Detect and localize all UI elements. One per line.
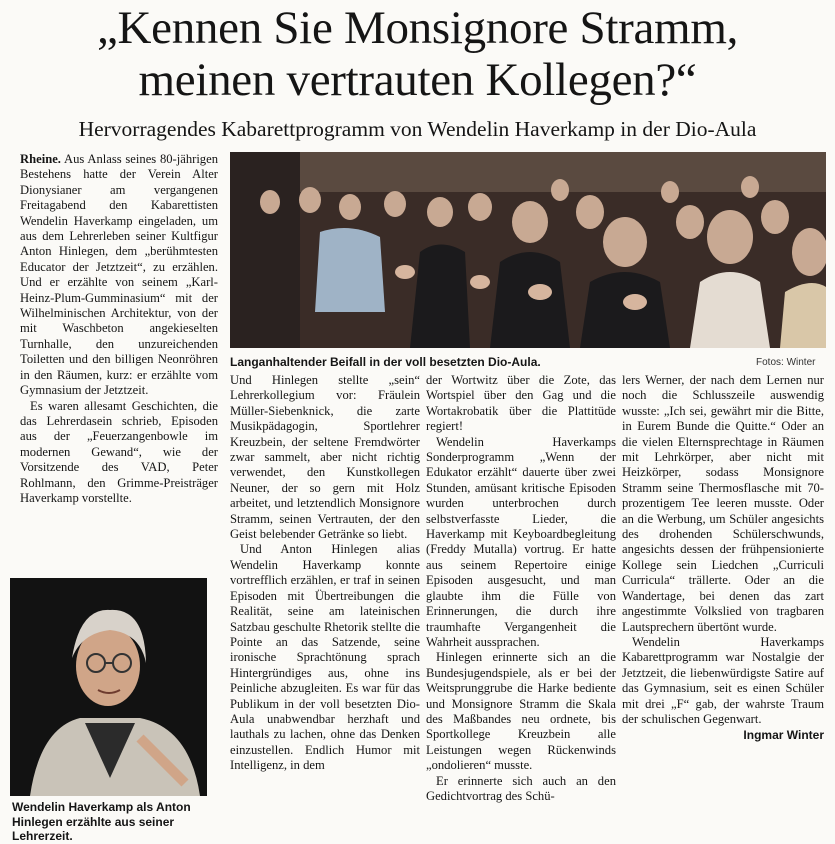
- article-column-1: [20, 152, 218, 582]
- article-paragraph: Hinlegen erinnerte sich an die Bundesjugendspiele, als er bei der Weitsprunggrube die Harke bediente und Monsignore Stramm die Skala des Maßbandes neu ordnete, bis Sportkollege Kreuzbein alle Leistungen wegen Rückenwinds „ondolieren“ musste.: [426, 650, 616, 773]
- article-paragraph: Rheine. Aus Anlass seines 80-jährigen Bestehens hatte der Verein Alter Dionysianer am vergangenen Freitagabend den Kabarettisten Wendelin Haverkamp eingeladen, um aus dem Lehrerleben seiner Kultfigur Anton Hinlegen, dem „berühmtesten Educator der Jetztzeit“, zu erzählen. Und er erzählte von seinem „Karl-Heinz-Plum-Gumminasium“ mit der Wilhelminischen Architektur, von der mit Waschbeton angekieselten Turnhalle, den unzureichenden Toiletten und den billigen Neonröhren in den Räumen, kurz: er erzählte vom Gymnasium der Jetztzeit.: [20, 152, 218, 398]
- speaker-photo-image: [10, 578, 207, 796]
- headline: [0, 2, 835, 106]
- audience-photo-image: [230, 152, 826, 348]
- article-paragraph: Und Anton Hinlegen alias Wendelin Haverkamp konnte vortrefflich erzählen, er traf in seinen Episoden mit Übertreibungen die Realität, seine am lateinischen Satzbau geschulte Rhetorik stellte die Pointe an das Satzende, seine ironische Sprachtönung sprach Hintergründiges aus, ohne ins Peinliche abzugleiten. Es war für das Publikum in der voll besetzten Dio-Aula unabwendbar herzhaft und lauthals zu lachen, ohne das Denken einzustellen. Endlich Humor mit Intelligenz, in dem: [230, 542, 420, 773]
- subheadline: Hervorragendes Kabarettprogramm von Wendelin Haverkamp in der Dio-Aula: [78, 117, 757, 141]
- article-column-3: [426, 373, 616, 828]
- article-paragraph: Wendelin Haverkamps Kabarettprogramm war Nostalgie der Jetztzeit, die liebenwürdigste Satire auf das Gymnasium, seit es einen Schüler mit drei „F“ gab, der wahrste Traum der schulischen Gegenwart.: [622, 634, 824, 726]
- photo-credit: Fotos: Winter: [756, 357, 816, 368]
- audience-photo: [230, 152, 826, 348]
- headline-line-2: meinen vertrauten Kollegen?“: [138, 54, 697, 106]
- article-paragraph: Er erinnerte sich auch an den Gedichtvortrag des Schü-: [426, 773, 616, 803]
- article-paragraph: Und Hinlegen stellte „sein“ Lehrerkollegium vor: Fräulein Müller-Siebenknick, die zarte Musikpädagogin, Sportlehrer Kreuzbein, der seltene Fremdwörter zwar sammelt, aber nicht richtig verwendet, den Kunstkollegen Neuner, der so gern mit Holz arbeitet, und letztendlich Monsignore Stramm, seinen Vertrauten, der den Geist belebender Getränke so liebt.: [230, 373, 420, 542]
- article-paragraph: Es waren allesamt Geschichten, die das Lehrerdasein schrieb, Episoden aus der „Feuerzangenbowle im modernen Gewand“, wie der Vorsitzende des VAD, Peter Rohlmann, den Grimme-Preisträger Haverkamp vorstellte.: [20, 398, 218, 505]
- audience-photo-caption: Langanhaltender Beifall in der voll besetzten Dio-Aula.: [230, 355, 541, 369]
- speaker-photo: [10, 578, 207, 796]
- article-column-4: [622, 373, 824, 828]
- author-byline: Ingmar Winter: [743, 728, 824, 743]
- headline-line-1: „Kennen Sie Monsignore Stramm,: [96, 2, 739, 54]
- article-paragraph: der Wortwitz über die Zote, das Wortspiel über den Gag und die Wortakrobatik über die Plattitüde regiert!: [426, 373, 616, 434]
- speaker-photo-caption: Wendelin Haverkamp als Anton Hinlegen erzählte aus seiner Lehrerzeit.: [12, 800, 191, 843]
- article-column-2: [230, 373, 420, 828]
- dateline: Rheine.: [20, 152, 61, 166]
- article-paragraph: Wendelin Haverkamps Sonderprogramm „Wenn der Edukator erzählt“ dauerte über zwei Stunden, amüsant kritische Episoden wurden unterbrochen durch selbstverfasste Lieder, die Haverkamp mit Keyboardbegleitung (Freddy Mutalla) vortrug. Er hatte aus seinem Repertoire einige Episoden ausgesucht, und man glaubte ihm die Fülle von Erinnerungen, die durch ihre traumhafte Vergangenheit die Wahrheit aussprachen.: [426, 434, 616, 649]
- article-paragraph: lers Werner, der nach dem Lernen nur noch die Schlusszeile auswendig wusste: „Ich sei, gewährt mir die Bitte, in Eurem Bunde die Quitte.“ Oder an die vielen Elternsprechtage in Räumen mit Lehrkörper, aber nicht mit Heizkörper, sodass Monsignore Stramm seine Thermosflasche mit 70-prozentigem Tee leeren musste. Oder an die Werbung, um Schüler angesichts des drohenden Schülerschwunds, angesichts dessen der frühpensionierte Kollege sein Liedchen „Curriculi Curricula“ trällerte. Oder an die Wandertage, bei denen das zart angestimmte Volkslied von tragbaren Lautsprechern übertönt wurde.: [622, 373, 824, 634]
